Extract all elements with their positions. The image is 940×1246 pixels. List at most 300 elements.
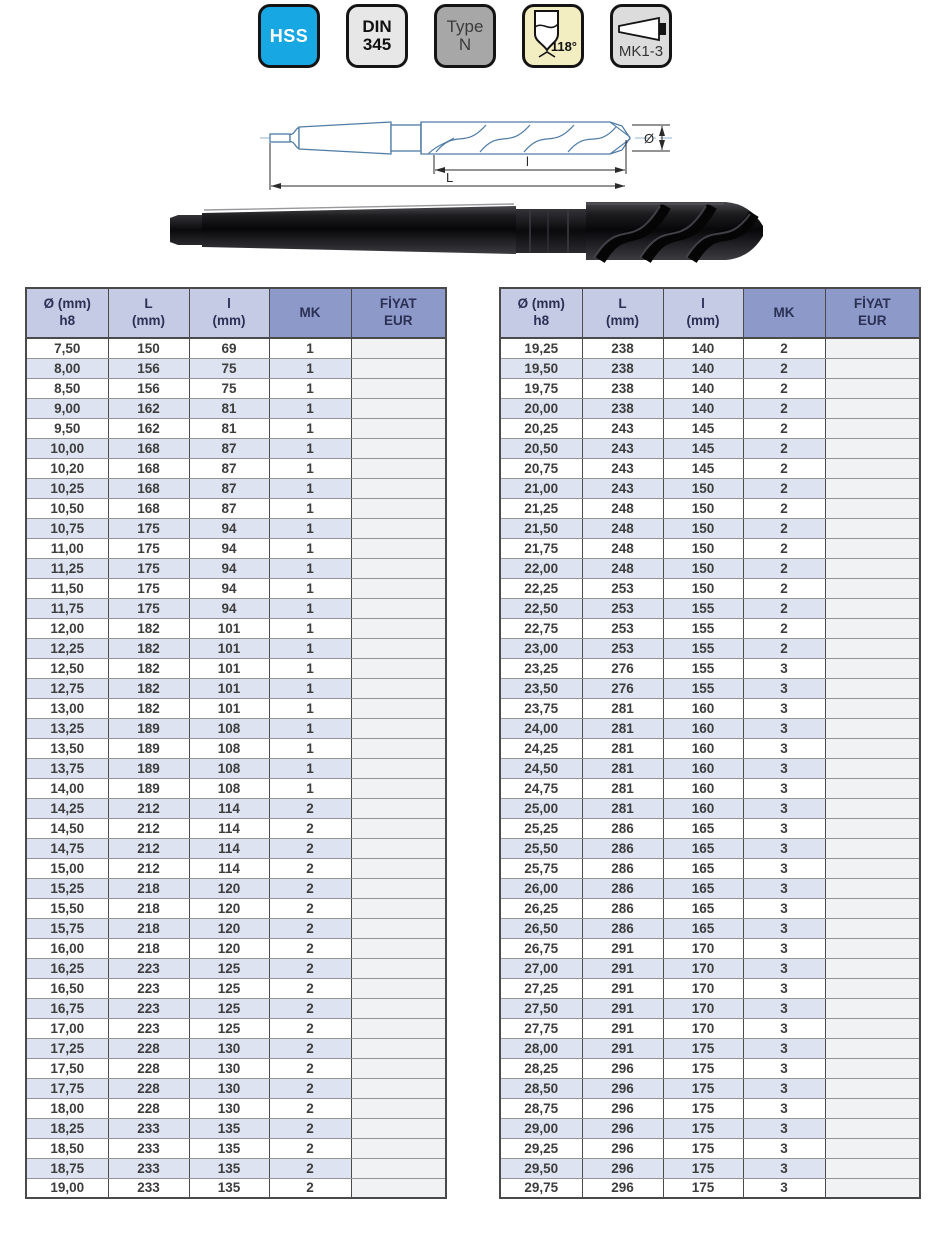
price-cell [351,1078,446,1098]
overall-length-cell: 175 [108,538,189,558]
spec-badges [258,4,672,68]
overall-length-cell: 218 [108,918,189,938]
overall-length-cell: 182 [108,658,189,678]
table-row [500,1138,920,1158]
morse-taper-cell: 2 [269,838,351,858]
overall-length-cell: 212 [108,798,189,818]
flute-length-cell: 140 [663,378,743,398]
flute-length-cell: 69 [189,338,269,358]
flute-length-cell: 175 [663,1058,743,1078]
dim-overall-label: L [446,170,454,185]
table-row [500,358,920,378]
price-cell [825,918,920,938]
diameter-cell: 29,00 [500,1118,582,1138]
diameter-cell: 10,00 [26,438,108,458]
price-cell [825,778,920,798]
col-header-price: FİYAT EUR [351,288,446,338]
price-cell [351,678,446,698]
price-cell [351,438,446,458]
overall-length-cell: 228 [108,1078,189,1098]
morse-taper-cell: 2 [743,578,825,598]
morse-taper-cell: 2 [269,938,351,958]
flute-length-cell: 120 [189,938,269,958]
flute-length-cell: 165 [663,878,743,898]
morse-taper-cell: 1 [269,558,351,578]
table-row [26,1158,446,1178]
overall-length-cell: 253 [582,578,663,598]
flute-length-cell: 165 [663,918,743,938]
flute-length-cell: 175 [663,1178,743,1198]
morse-taper-cell: 1 [269,698,351,718]
morse-taper-cell: 3 [743,1118,825,1138]
table-row [26,1038,446,1058]
overall-length-cell: 281 [582,698,663,718]
morse-taper-cell: 1 [269,718,351,738]
table-row [500,418,920,438]
diameter-cell: 19,00 [26,1178,108,1198]
table-row [26,678,446,698]
overall-length-cell: 296 [582,1058,663,1078]
flute-length-cell: 87 [189,458,269,478]
morse-taper-cell: 2 [269,1138,351,1158]
diameter-cell: 21,00 [500,478,582,498]
overall-length-cell: 223 [108,958,189,978]
diameter-cell: 25,50 [500,838,582,858]
overall-length-cell: 212 [108,838,189,858]
overall-length-cell: 281 [582,718,663,738]
diameter-cell: 14,00 [26,778,108,798]
flute-length-cell: 87 [189,478,269,498]
morse-taper-label: MK1-3 [618,43,664,60]
overall-length-cell: 218 [108,898,189,918]
flute-length-cell: 165 [663,838,743,858]
flute-length-cell: 150 [663,578,743,598]
flute-length-cell: 160 [663,738,743,758]
morse-taper-cell: 2 [743,518,825,538]
table-row [500,838,920,858]
flute-length-cell: 155 [663,618,743,638]
diameter-cell: 28,00 [500,1038,582,1058]
table-row [26,1058,446,1078]
diameter-cell: 18,00 [26,1098,108,1118]
diameter-cell: 18,25 [26,1118,108,1138]
morse-taper-cell: 3 [743,658,825,678]
diameter-cell: 21,50 [500,518,582,538]
taper-shank-icon [617,15,671,43]
table-row [26,338,446,358]
col-header-flute-length: l (mm) [663,288,743,338]
morse-taper-cell: 3 [743,1178,825,1198]
overall-length-cell: 296 [582,1138,663,1158]
morse-taper-cell: 1 [269,338,351,358]
flute-length-cell: 135 [189,1138,269,1158]
overall-length-cell: 168 [108,458,189,478]
table-row [500,638,920,658]
morse-taper-cell: 2 [269,1098,351,1118]
flute-length-cell: 108 [189,758,269,778]
table-row [26,1118,446,1138]
morse-taper-cell: 3 [743,978,825,998]
table-row [500,438,920,458]
diameter-cell: 21,25 [500,498,582,518]
diameter-cell: 13,25 [26,718,108,738]
flute-length-cell: 120 [189,898,269,918]
diameter-cell: 21,75 [500,538,582,558]
diameter-cell: 25,75 [500,858,582,878]
flute-length-cell: 75 [189,358,269,378]
table-row [500,1038,920,1058]
price-cell [351,358,446,378]
morse-taper-cell: 2 [269,1118,351,1138]
table-row [500,858,920,878]
table-row [500,598,920,618]
flute-length-cell: 165 [663,898,743,918]
diameter-cell: 17,75 [26,1078,108,1098]
overall-length-cell: 243 [582,438,663,458]
overall-length-cell: 291 [582,998,663,1018]
table-row [26,938,446,958]
price-cell [825,1018,920,1038]
overall-length-cell: 189 [108,718,189,738]
morse-taper-cell: 3 [743,778,825,798]
table-row [26,438,446,458]
flute-length-cell: 175 [663,1078,743,1098]
type-n-badge [434,4,496,68]
morse-taper-cell: 1 [269,418,351,438]
overall-length-cell: 243 [582,418,663,438]
flute-length-cell: 75 [189,378,269,398]
diameter-cell: 10,20 [26,458,108,478]
flute-length-cell: 94 [189,598,269,618]
overall-length-cell: 233 [108,1178,189,1198]
col-header-morse-taper: MK [743,288,825,338]
overall-length-cell: 238 [582,378,663,398]
diameter-cell: 24,25 [500,738,582,758]
table-row [500,618,920,638]
diameter-cell: 16,50 [26,978,108,998]
diameter-cell: 13,50 [26,738,108,758]
morse-taper-cell: 1 [269,438,351,458]
overall-length-cell: 296 [582,1118,663,1138]
price-cell [351,938,446,958]
overall-length-cell: 253 [582,638,663,658]
flute-length-cell: 125 [189,1018,269,1038]
morse-taper-cell: 2 [269,1058,351,1078]
price-cell [351,1058,446,1078]
diameter-cell: 12,50 [26,658,108,678]
morse-taper-cell: 2 [743,498,825,518]
table-row [26,758,446,778]
price-cell [351,578,446,598]
morse-taper-cell: 1 [269,538,351,558]
overall-length-cell: 243 [582,458,663,478]
price-cell [351,658,446,678]
table-row [26,618,446,638]
flute-length-cell: 114 [189,858,269,878]
price-cell [825,578,920,598]
flute-length-cell: 140 [663,358,743,378]
price-cell [351,718,446,738]
table-row [500,938,920,958]
overall-length-cell: 233 [108,1138,189,1158]
morse-taper-cell: 3 [743,738,825,758]
col-header-overall-length: L (mm) [582,288,663,338]
diameter-cell: 23,00 [500,638,582,658]
table-row [500,918,920,938]
din-label-line2: 345 [362,35,392,54]
flute-length-cell: 145 [663,418,743,438]
morse-taper-cell: 1 [269,498,351,518]
diameter-cell: 26,25 [500,898,582,918]
morse-taper-cell: 2 [269,958,351,978]
price-cell [825,838,920,858]
morse-taper-cell: 1 [269,678,351,698]
diameter-cell: 28,25 [500,1058,582,1078]
flute-length-cell: 108 [189,778,269,798]
price-cell [351,858,446,878]
morse-taper-cell: 1 [269,658,351,678]
overall-length-cell: 281 [582,758,663,778]
morse-taper-cell: 2 [743,558,825,578]
diameter-cell: 14,25 [26,798,108,818]
col-header-diameter: Ø (mm) h8 [500,288,582,338]
flute-length-cell: 108 [189,718,269,738]
overall-length-cell: 223 [108,978,189,998]
flute-length-cell: 130 [189,1078,269,1098]
price-cell [825,498,920,518]
table-row [26,898,446,918]
table-row [500,718,920,738]
table-header-row [500,288,920,338]
drill-technical-drawing [258,98,682,192]
overall-length-cell: 238 [582,338,663,358]
diameter-cell: 22,50 [500,598,582,618]
table-row [26,1138,446,1158]
morse-taper-cell: 2 [743,438,825,458]
diameter-cell: 27,50 [500,998,582,1018]
diameter-cell: 10,25 [26,478,108,498]
overall-length-cell: 168 [108,478,189,498]
flute-length-cell: 101 [189,698,269,718]
diameter-cell: 23,75 [500,698,582,718]
diameter-cell: 11,50 [26,578,108,598]
overall-length-cell: 189 [108,758,189,778]
flute-length-cell: 150 [663,478,743,498]
overall-length-cell: 182 [108,678,189,698]
overall-length-cell: 182 [108,638,189,658]
diameter-cell: 23,25 [500,658,582,678]
diameter-cell: 20,00 [500,398,582,418]
morse-taper-cell: 3 [743,818,825,838]
flute-length-cell: 120 [189,878,269,898]
diameter-cell: 29,50 [500,1158,582,1178]
flute-length-cell: 160 [663,778,743,798]
table-row [26,358,446,378]
price-cell [351,798,446,818]
diameter-cell: 11,00 [26,538,108,558]
price-cell [825,438,920,458]
flute-length-cell: 170 [663,998,743,1018]
morse-taper-cell: 2 [743,478,825,498]
overall-length-cell: 286 [582,838,663,858]
type-label-line1: Type [446,17,484,37]
price-cell [825,598,920,618]
point-angle-badge [522,4,584,68]
overall-length-cell: 228 [108,1038,189,1058]
price-cell [351,898,446,918]
morse-taper-cell: 1 [269,758,351,778]
flute-length-cell: 165 [663,818,743,838]
price-cell [351,418,446,438]
price-cell [825,358,920,378]
diameter-cell: 11,75 [26,598,108,618]
price-cell [825,638,920,658]
price-cell [825,758,920,778]
morse-taper-cell: 3 [743,838,825,858]
table-row [500,658,920,678]
table-row [500,1018,920,1038]
morse-taper-cell: 2 [269,898,351,918]
table-row [500,338,920,358]
price-cell [825,1098,920,1118]
price-cell [825,998,920,1018]
diameter-cell: 12,75 [26,678,108,698]
table-row [26,798,446,818]
overall-length-cell: 218 [108,878,189,898]
table-row [500,578,920,598]
morse-taper-cell: 3 [743,798,825,818]
table-row [26,698,446,718]
table-row [26,1078,446,1098]
diameter-cell: 19,50 [500,358,582,378]
price-cell [351,338,446,358]
flute-length-cell: 135 [189,1178,269,1198]
table-row [26,658,446,678]
table-row [26,858,446,878]
diameter-cell: 20,50 [500,438,582,458]
overall-length-cell: 228 [108,1058,189,1078]
price-cell [351,398,446,418]
overall-length-cell: 291 [582,958,663,978]
diameter-cell: 28,50 [500,1078,582,1098]
price-cell [825,478,920,498]
table-row [500,1098,920,1118]
diameter-cell: 23,50 [500,678,582,698]
type-label-line2: N [458,35,472,54]
overall-length-cell: 281 [582,738,663,758]
morse-taper-cell: 2 [269,1038,351,1058]
flute-length-cell: 145 [663,458,743,478]
table-row [26,1098,446,1118]
overall-length-cell: 189 [108,738,189,758]
flute-length-cell: 160 [663,798,743,818]
diameter-cell: 26,75 [500,938,582,958]
diameter-cell: 28,75 [500,1098,582,1118]
price-cell [825,1118,920,1138]
morse-taper-badge [610,4,672,68]
overall-length-cell: 291 [582,1038,663,1058]
table-row [500,378,920,398]
diameter-cell: 29,75 [500,1178,582,1198]
morse-taper-cell: 1 [269,578,351,598]
table-row [500,538,920,558]
flute-length-cell: 130 [189,1058,269,1078]
morse-taper-cell: 3 [743,898,825,918]
price-cell [351,378,446,398]
diameter-cell: 19,25 [500,338,582,358]
flute-length-cell: 87 [189,498,269,518]
table-row [500,998,920,1018]
table-row [500,758,920,778]
overall-length-cell: 286 [582,878,663,898]
flute-length-cell: 170 [663,1018,743,1038]
morse-taper-cell: 2 [269,798,351,818]
flute-length-cell: 155 [663,658,743,678]
morse-taper-cell: 1 [269,518,351,538]
overall-length-cell: 253 [582,618,663,638]
morse-taper-cell: 1 [269,458,351,478]
overall-length-cell: 212 [108,818,189,838]
table-row [26,378,446,398]
flute-length-cell: 94 [189,538,269,558]
overall-length-cell: 212 [108,858,189,878]
din-345-badge [346,4,408,68]
diameter-cell: 22,75 [500,618,582,638]
table-row [500,1118,920,1138]
flute-length-cell: 114 [189,838,269,858]
price-cell [825,678,920,698]
price-cell [351,738,446,758]
diameter-cell: 15,25 [26,878,108,898]
table-row [500,698,920,718]
flute-length-cell: 170 [663,978,743,998]
price-cell [351,538,446,558]
overall-length-cell: 156 [108,378,189,398]
diameter-cell: 14,50 [26,818,108,838]
price-cell [351,818,446,838]
table-row [26,1018,446,1038]
diameter-cell: 15,50 [26,898,108,918]
morse-taper-cell: 3 [743,858,825,878]
diameter-cell: 15,00 [26,858,108,878]
table-row [26,598,446,618]
overall-length-cell: 168 [108,498,189,518]
overall-length-cell: 286 [582,818,663,838]
table-row [26,418,446,438]
price-cell [351,618,446,638]
table-row [500,558,920,578]
morse-taper-cell: 2 [743,618,825,638]
flute-length-cell: 114 [189,818,269,838]
overall-length-cell: 248 [582,518,663,538]
diameter-cell: 20,25 [500,418,582,438]
overall-length-cell: 228 [108,1098,189,1118]
table-row [26,578,446,598]
diameter-cell: 13,00 [26,698,108,718]
flute-length-cell: 160 [663,698,743,718]
morse-taper-cell: 3 [743,998,825,1018]
table-row [26,498,446,518]
price-cell [825,1158,920,1178]
price-cell [825,658,920,678]
diameter-cell: 22,00 [500,558,582,578]
diameter-cell: 17,00 [26,1018,108,1038]
overall-length-cell: 281 [582,798,663,818]
price-cell [351,1178,446,1198]
price-cell [825,418,920,438]
table-row [500,898,920,918]
morse-taper-cell: 1 [269,358,351,378]
